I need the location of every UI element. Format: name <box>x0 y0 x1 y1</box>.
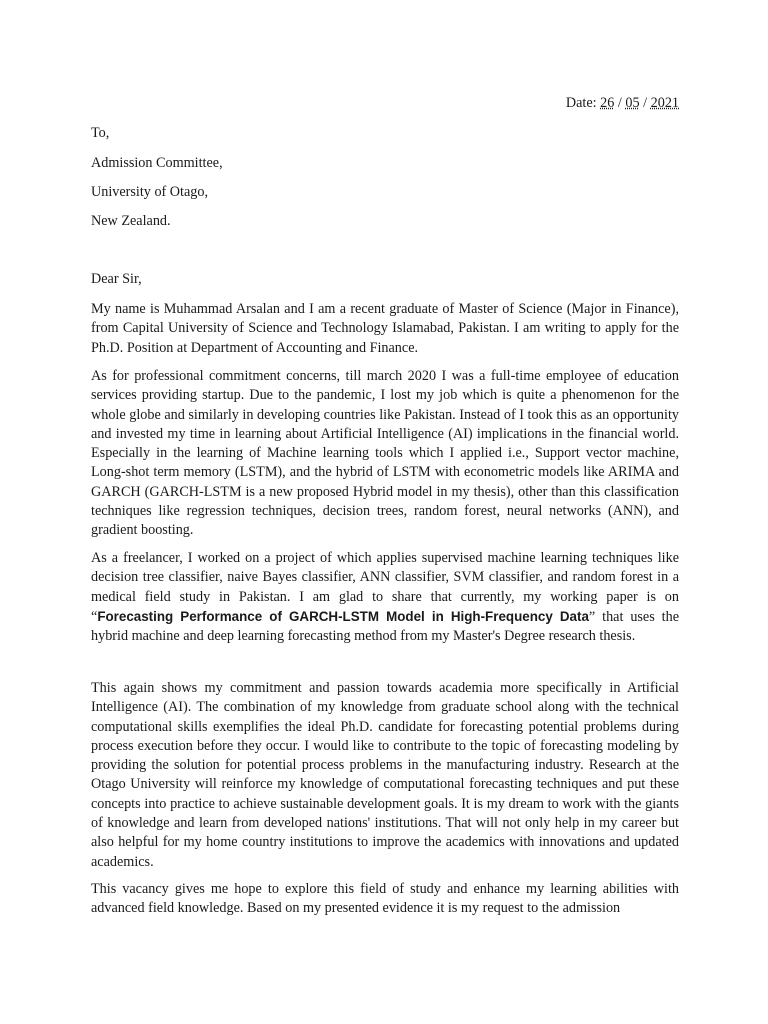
paragraph-introduction: My name is Muhammad Arsalan and I am a recent graduate of Master of Science (Major in Finance), from Capital University of Science and Technology Islamabad, Pakistan. I am writing to apply for the Ph.D. Position at Department of Accounting and Finance. <box>91 301 679 356</box>
date-label: Date: <box>565 95 601 111</box>
date-month: 05 <box>625 95 640 111</box>
salutation-to: To, <box>91 125 110 141</box>
recipient-line: Admission Committee, <box>91 155 223 171</box>
paragraph-professional-commitment: As for professional commitment concerns, till march 2020 I was a full-time employee of education services providing startup. Due to the pandemic, I lost my job which is quite a phenomenon for the whole globe and similarly in developing countries like Pakistan. Instead of I took this as an opportunity and invested my time in learning about Artificial Intelligence (AI) implications in the financial world. Especially in the learning of Machine learning tools which I applied i.e., Support vector machine, Long-shot term memory (LSTM), and the hybrid of LSTM with econometric models like ARIMA and GARCH (GARCH-LSTM is a new proposed Hybrid model in my thesis), other than this classification techniques like regression techniques, decision trees, random forest, neural networks (ANN), and gradient boosting. <box>91 368 679 539</box>
paragraph-commitment-academia: This again shows my commitment and passion towards academia more specifically in Artificial Intelligence (AI). The combination of my knowledge from graduate school along with the technical computational skills exemplifies the ideal Ph.D. candidate for forecasting potential problems during process execution before they occur. I would like to contribute to the topic of forecasting modeling by providing the solution for potential process problems in the manufacturing industry. Research at the Otago University will reinforce my knowledge of computational forecasting techniques and put these concepts into practice to achieve sustainable development goals. It is my dream to work with the giants of knowledge and learn from developed nations' institutions. That will not only help in my career but also helpful for my home country institutions to improve the academics with innovations and updated academics. <box>91 680 679 870</box>
recipient-line: University of Otago, <box>91 184 209 200</box>
recipient-line: New Zealand. <box>91 213 171 229</box>
date-separator: / <box>614 95 626 111</box>
date-day: 26 <box>600 95 615 111</box>
paragraph-text: As a freelancer, I worked on a project of which applies supervised machine learning techniques like decision tree classifier, naive Bayes classifier, ANN classifier, SVM classifier, and random forest in a medical field study in Pakistan. I am glad to share that currently, my working paper is on “ <box>91 550 679 625</box>
paragraph-text: ” that uses the hybrid machine and deep learning forecasting method from my Master's Degree research thesis. <box>91 608 679 645</box>
paragraph-vacancy: This vacancy gives me hope to explore this field of study and enhance my learning abilities with advanced field knowledge. Based on my presented evidence it is my request to the admission <box>91 881 679 917</box>
date-line <box>566 94 679 112</box>
paragraph-freelance-project <box>91 549 679 646</box>
greeting: Dear Sir, <box>91 271 142 287</box>
date-separator: / <box>639 95 651 111</box>
working-paper-title: Forecasting Performance of GARCH-LSTM Model in High-Frequency Data <box>97 608 589 624</box>
date-year: 2021 <box>650 95 679 111</box>
